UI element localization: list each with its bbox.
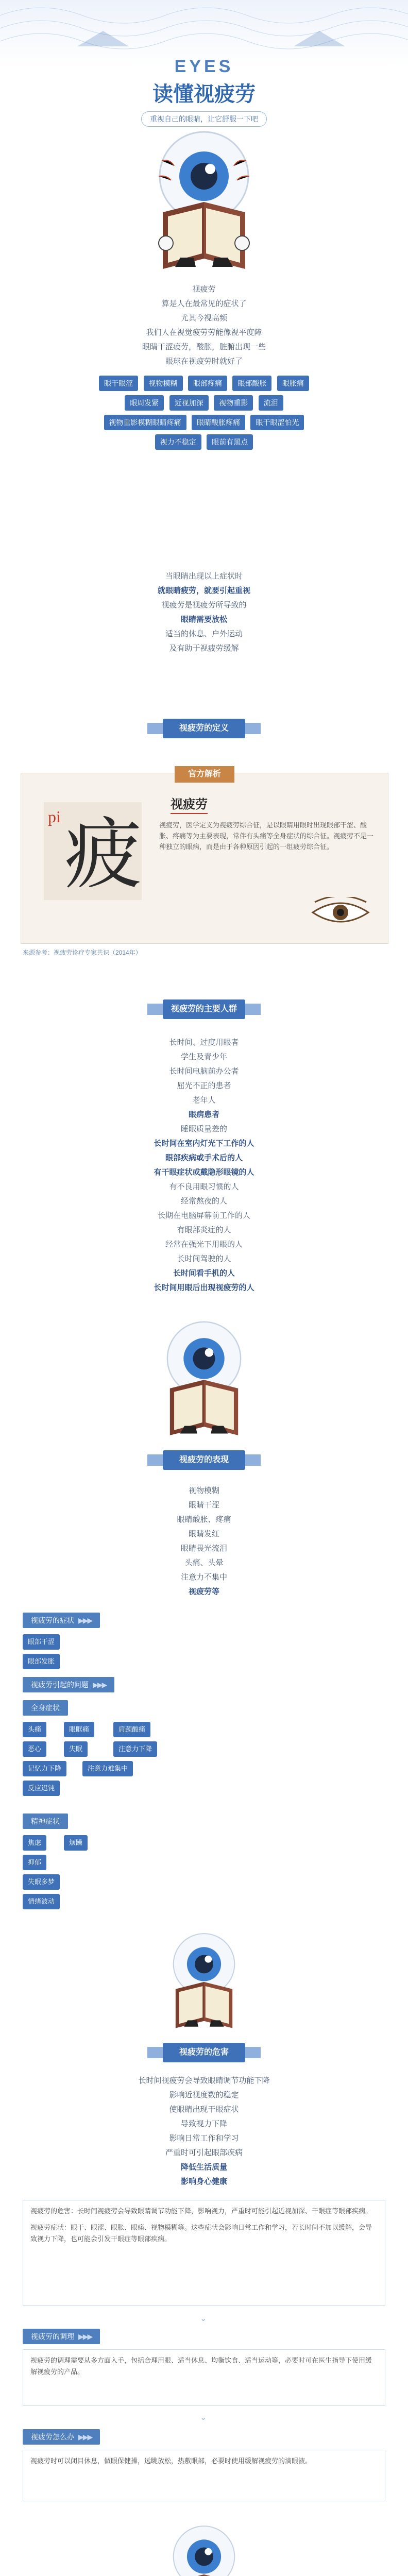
cause-line: 长时间看手机的人 <box>173 1269 235 1278</box>
mental-symptom: 烦躁 <box>64 1835 88 1851</box>
cause-line: 经常熬夜的人 <box>180 1197 227 1206</box>
label-problems <box>23 1677 114 1692</box>
chevrons-icon: ▶▶▶ <box>78 2332 92 2341</box>
pinyin-label: pi <box>48 807 61 826</box>
body-symptom: 失眠 <box>64 1741 88 1757</box>
official-tag: 官方解析 <box>175 766 234 783</box>
label-text: 精神症状 <box>31 1817 60 1825</box>
body-symptom: 眼眶痛 <box>64 1722 94 1737</box>
label-mental <box>23 1814 68 1829</box>
symptom-tag: 眼周发紧 <box>125 395 164 411</box>
mental-symptom: 抑郁 <box>23 1855 46 1870</box>
label-care <box>23 2329 100 2344</box>
intro-line: 算是人在最常见的症状了 <box>161 299 247 308</box>
cause-line: 长时间驾驶的人 <box>177 1255 231 1263</box>
chevrons-icon: ▶▶▶ <box>78 1616 92 1624</box>
eye-mascot-reading <box>144 120 264 274</box>
cause-line: 长期在电脑屏幕前工作的人 <box>157 1211 250 1220</box>
cause-line: 老年人 <box>192 1096 216 1105</box>
body-symptom: 恶心 <box>23 1741 46 1757</box>
brand-en: EYES <box>174 57 234 76</box>
cause-line: 屈光不正的患者 <box>177 1081 231 1090</box>
body-symptom: 头痛 <box>23 1722 46 1737</box>
symptom-tag: 眼前有黑点 <box>207 434 253 450</box>
cause-line: 眼部疾病或手术后的人 <box>165 1154 243 1162</box>
intro-line: 尤其今视高频 <box>180 314 227 323</box>
eye-drawing-icon <box>310 897 371 928</box>
definition-caption: 来源参考：视疲劳诊疗专家共识（2014年） <box>23 949 142 956</box>
intro-after-line: 视疲劳是视疲劳所导致的 <box>161 601 247 609</box>
label-body <box>23 1700 68 1716</box>
eye-mascot-reading-3 <box>163 1924 245 2032</box>
definition-word: 视疲劳 <box>171 794 208 814</box>
section-banner-harm: 视疲劳的危害 <box>163 2043 245 2062</box>
care-text-box: 视疲劳的调理需要从多方面入手，包括合理用眼、适当休息、均衡饮食、适当运动等，必要时可在医生指导下使用缓解视疲劳的产品。 <box>23 2349 385 2406</box>
harm-line: 长时间视疲劳会导致眼睛调节功能下降 <box>138 2076 270 2085</box>
symptom-tag: 眼胀痛 <box>277 376 309 391</box>
mental-symptom: 情绪波动 <box>23 1894 60 1909</box>
cause-line: 长时间电脑前办公者 <box>169 1067 239 1076</box>
section-banner-causes: 视疲劳的主要人群 <box>163 999 245 1019</box>
symptom-line: 眼睛酸胀、疼痛 <box>177 1515 231 1524</box>
body-symptom: 反应迟钝 <box>23 1781 60 1796</box>
symptom-lines <box>0 1484 408 1599</box>
what-to-do-text-box: 视疲劳时可以闭目休息，做眼保健操，远眺放松，热敷眼部，必要时使用缓解视疲劳的滴眼液。 <box>23 2450 385 2501</box>
intro-after-line: 就眼睛疲劳，就要引起重视 <box>157 586 250 595</box>
symptom-line: 视物模糊 <box>188 1486 219 1495</box>
symptom-tag: 视物模糊 <box>144 376 183 391</box>
symptom-tag: 流泪 <box>259 395 283 411</box>
label-text: 视疲劳引起的问题 <box>31 1681 89 1689</box>
symptom-tag: 视物重影 <box>214 395 253 411</box>
big-character: 疲 <box>64 812 142 898</box>
symptom-tag: 近视加深 <box>169 395 209 411</box>
section-banner-definition: 视疲劳的定义 <box>163 719 245 738</box>
symptom-tag: 视力不稳定 <box>155 434 201 450</box>
intro-after-line: 眼睛需要放松 <box>180 615 227 624</box>
label-text: 视疲劳怎么办 <box>31 2433 74 2441</box>
definition-text: 视疲劳，医学定义为视疲劳综合征，是以眼睛用眼时出现眼部干涩、酸胀、疼痛等为主要表现，常伴有头痛等全身症状的综合征。视疲劳不是一种独立的眼病，而是由于各种原因引起的一组疲劳综合征。 <box>159 821 374 851</box>
cause-line: 有干眼症状或戴隐形眼镜的人 <box>154 1168 254 1177</box>
harm-line: 影响近视度数的稳定 <box>169 2091 239 2099</box>
chevron-down-icon: ⌄ <box>200 2413 207 2422</box>
symptom-tag-grid <box>96 374 312 452</box>
cause-line: 眼病患者 <box>188 1110 219 1119</box>
page-title: 读懂视疲劳 <box>152 83 256 106</box>
body-symptom: 注意力下降 <box>113 1741 157 1757</box>
character-box <box>44 802 142 900</box>
label-text: 视疲劳的症状 <box>31 1616 74 1624</box>
label-symptoms <box>23 1613 100 1628</box>
official-definition-card <box>21 770 388 944</box>
harm-line: 严重时可引起眼部疾病 <box>165 2148 243 2157</box>
cause-line: 长时间在室内灯光下工作的人 <box>154 1139 254 1148</box>
label-text: 全身症状 <box>31 1704 60 1712</box>
harm-text-box <box>23 2200 385 2306</box>
page-subtitle: 重视自己的眼睛，让它舒服一下吧 <box>141 111 267 127</box>
body-symptom: 肩颈酸痛 <box>113 1722 150 1737</box>
chevron-down-icon: ⌄ <box>200 2314 207 2323</box>
intro-line: 我们人在视觉疲劳劳能像视平度障 <box>146 328 262 337</box>
harm-line: 导致视力下降 <box>180 2120 227 2128</box>
symptom-tag: 眼部酸胀 <box>232 376 271 391</box>
eye-mascot-reading-2 <box>155 1311 253 1440</box>
harm-line: 使眼睛出现干眼症状 <box>169 2105 239 2114</box>
symptom-tag: 眼睛酸胀疼痛 <box>192 415 245 430</box>
symptom-line: 头痛、头晕 <box>184 1558 224 1567</box>
symptom-tag: 眼干眼涩怕光 <box>250 415 304 430</box>
harm-paragraph: 视疲劳症状：眼干、眼涩、眼胀、眼痛、视物模糊等。这些症状会影响日常工作和学习，若长时间不加以缓解，会导致视力下降，也可能会引发干眼症等眼部疾病。 <box>30 2224 372 2243</box>
body-symptom: 注意力难集中 <box>82 1761 133 1776</box>
intro-after-line: 适当的休息、户外运动 <box>165 630 243 638</box>
mental-symptom: 失眠多梦 <box>23 1874 60 1890</box>
symptom-line: 眼睛干涩 <box>188 1501 219 1510</box>
symptom-line: 注意力不集中 <box>180 1573 227 1582</box>
cause-line: 有不良用眼习惯的人 <box>169 1182 239 1191</box>
intro-line: 视疲劳 <box>192 285 216 294</box>
cause-line: 长时间用眼后出现视疲劳的人 <box>154 1283 254 1292</box>
symptom-line: 眼睛畏光流泪 <box>180 1544 227 1553</box>
label-what-to-do <box>23 2429 100 2445</box>
harm-line: 影响日常工作和学习 <box>169 2134 239 2143</box>
cause-line: 有眼部炎症的人 <box>177 1226 231 1234</box>
symptom-box: 眼部发胀 <box>23 1654 60 1669</box>
harm-line: 降低生活质量 <box>180 2163 227 2172</box>
harm-paragraph: 视疲劳的危害：长时间视疲劳会导致眼睛调节功能下降，影响视力，严重时可能引起近视加深、干眼症等眼部疾病。 <box>30 2207 372 2215</box>
intro-after-line: 及有助于视疲劳缓解 <box>169 644 239 653</box>
cause-line: 经常在强光下用眼的人 <box>165 1240 243 1249</box>
intro-line: 眼睛干涩疲劳，酸胀，脏腑出现一些 <box>142 343 266 351</box>
section-banner-symptoms: 视疲劳的表现 <box>163 1450 245 1470</box>
body-symptom: 记忆力下降 <box>23 1761 66 1776</box>
eye-mascot-reading-4 <box>163 2517 245 2576</box>
intro-after-lines <box>0 569 408 656</box>
symptom-box: 眼部干涩 <box>23 1634 60 1650</box>
intro-after-line: 当眼睛出现以上症状时 <box>165 572 243 581</box>
symptom-line: 视疲劳等 <box>188 1587 219 1596</box>
symptom-tag: 眼干眼涩 <box>99 376 138 391</box>
symptom-tag: 视物重影模糊眼睛疼痛 <box>104 415 186 430</box>
chevrons-icon: ▶▶▶ <box>78 2433 92 2441</box>
cause-line: 睡眠质量差的 <box>180 1125 227 1133</box>
harm-line: 影响身心健康 <box>180 2177 227 2186</box>
intro-lines <box>0 282 408 369</box>
chevrons-icon: ▶▶▶ <box>93 1681 107 1689</box>
cause-line: 长时间、过度用眼者 <box>169 1038 239 1047</box>
intro-line: 眼球在视疲劳时就好了 <box>165 357 243 366</box>
symptom-line: 眼睛发红 <box>188 1530 219 1538</box>
causes-lines <box>0 1036 408 1295</box>
harm-lines <box>0 2074 408 2189</box>
page-header <box>109 57 299 123</box>
label-text: 视疲劳的调理 <box>31 2332 74 2341</box>
mental-symptom: 焦虑 <box>23 1835 46 1851</box>
symptom-tag: 眼部疼痛 <box>188 376 227 391</box>
cause-line: 学生及青少年 <box>180 1053 227 1061</box>
